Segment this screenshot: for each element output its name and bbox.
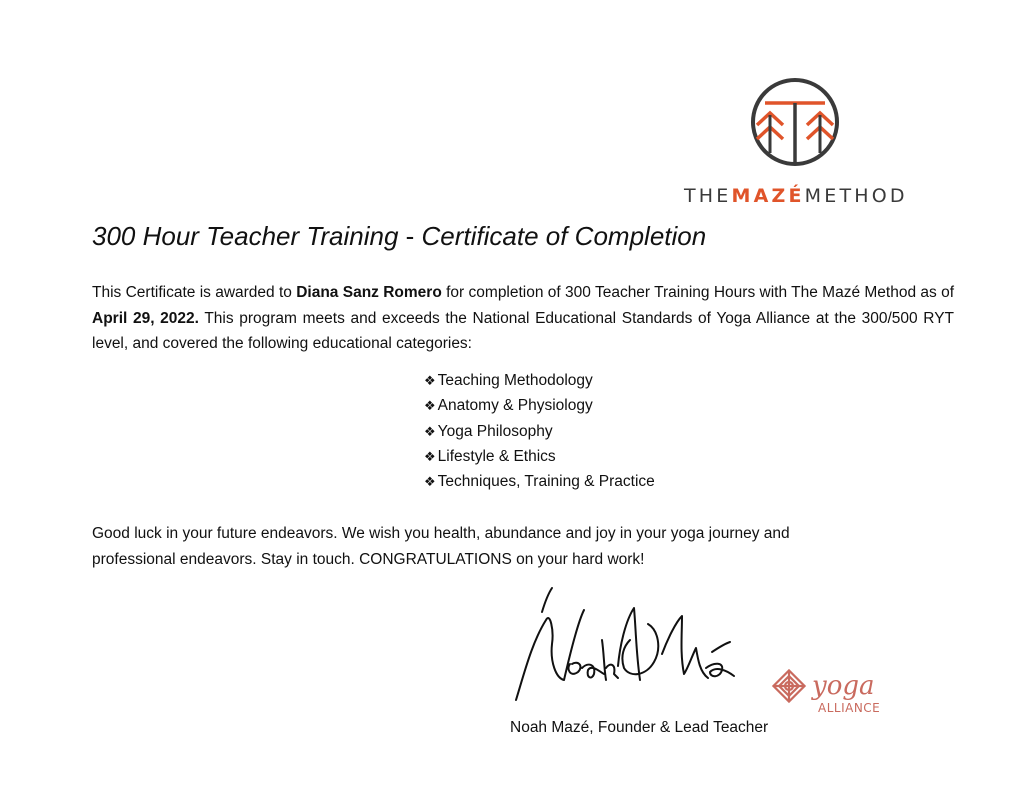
completion-date: April 29, 2022.: [92, 309, 199, 327]
category-list: [424, 368, 655, 494]
title-separator: -: [398, 221, 422, 251]
list-item: [424, 393, 655, 418]
category-label: Anatomy & Physiology: [437, 397, 593, 415]
handwritten-signature: [512, 582, 742, 702]
list-item: [424, 444, 655, 469]
diamond-bullet-icon: ❖: [424, 474, 436, 490]
brand-highlight: MAZÉ: [731, 185, 805, 207]
brand-suffix: METHOD: [804, 185, 908, 207]
svg-text:ALLIANCE: ALLIANCE: [818, 701, 881, 715]
closing-line-2: professional endeavors. Stay in touch. CONGRATULATIONS on your hard work!: [92, 551, 645, 568]
intro-part3: This program meets and exceeds the National Educational Standards of Yoga Alliance at the 300/500 RYT level, and covered the following educational categories:: [92, 309, 954, 352]
category-label: Yoga Philosophy: [437, 422, 553, 440]
diamond-bullet-icon: ❖: [424, 373, 436, 388]
signer-name: Noah Mazé, Founder & Lead Teacher: [510, 719, 769, 736]
category-label: Lifestyle & Ethics: [437, 447, 556, 465]
diamond-bullet-icon: ❖: [424, 448, 436, 464]
list-item: [424, 419, 655, 444]
list-item: [424, 469, 655, 494]
award-statement: [92, 280, 954, 357]
diamond-bullet-icon: ❖: [424, 398, 436, 414]
category-label: Techniques, Training & Practice: [437, 473, 655, 491]
recipient-name: Diana Sanz Romero: [296, 284, 442, 301]
closing-line-1: Good luck in your future endeavors. We wish you health, abundance and joy in your yoga journey and: [92, 525, 790, 542]
intro-part2: for completion of 300 Teacher Training Hours with The Mazé Method as of: [441, 284, 955, 301]
category-label: Teaching Methodology: [437, 372, 593, 389]
title-sub: Certificate of Completion: [421, 221, 707, 251]
svg-text:yoga: yoga: [812, 671, 875, 701]
certificate-title: [92, 221, 706, 252]
intro-part1: This Certificate is awarded to: [92, 284, 297, 301]
brand-prefix: THE: [684, 185, 732, 207]
closing-message: [92, 521, 892, 573]
list-item: [424, 368, 655, 393]
brand-wordmark: [684, 185, 924, 207]
maze-method-logo-icon: [748, 75, 842, 169]
diamond-bullet-icon: ❖: [424, 423, 436, 439]
yoga-alliance-logo-icon: [768, 662, 908, 718]
title-main: 300 Hour Teacher Training: [92, 221, 399, 251]
